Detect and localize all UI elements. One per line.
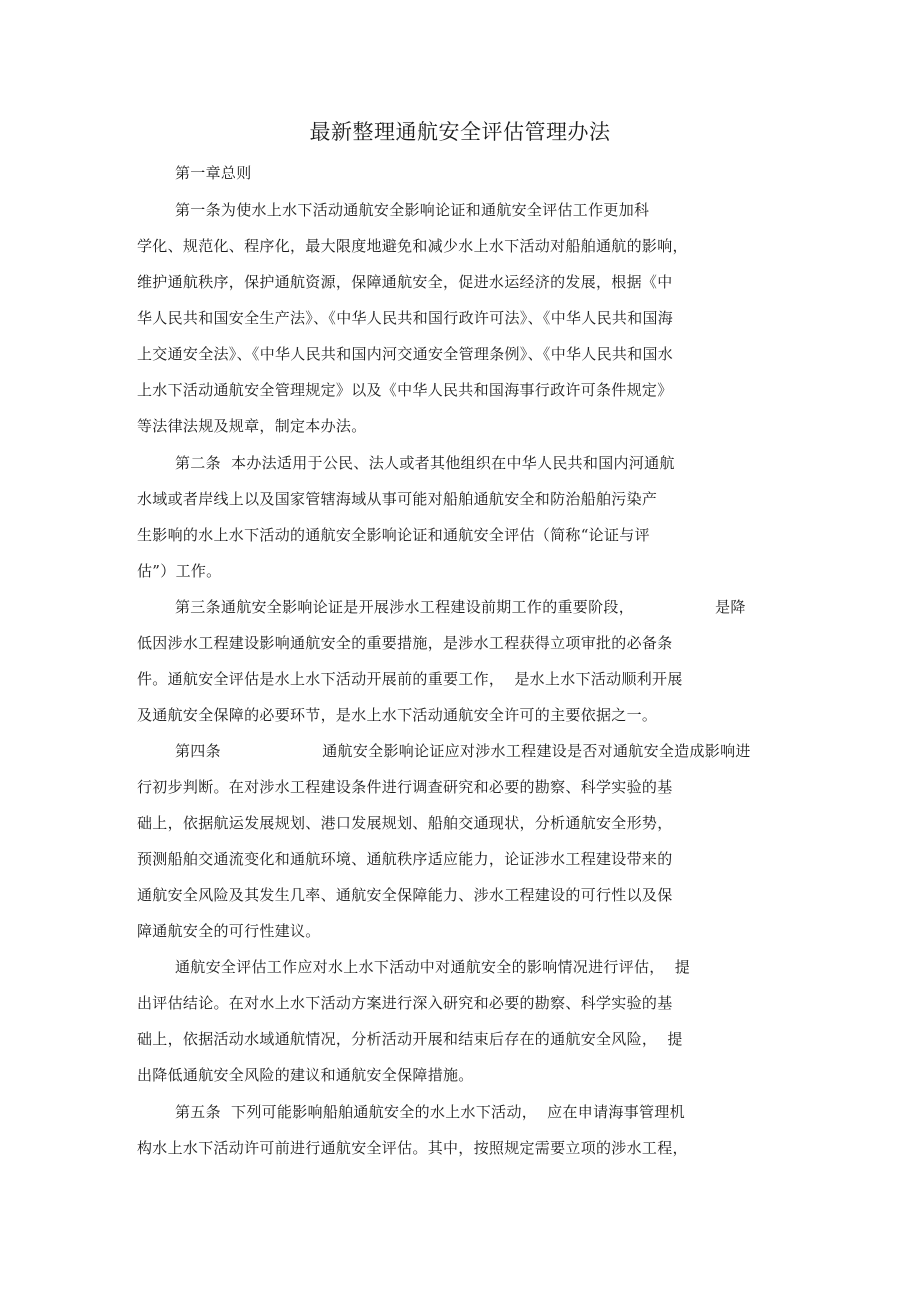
text-line: 础上，依据活动水域通航情况，分析活动开展和结束后存在的通航安全风险， 提 bbox=[137, 1030, 683, 1048]
text-line: 上水下活动通航安全管理规定》以及《中华人民共和国海事行政许可条件规定》 bbox=[137, 381, 673, 399]
text-line: 通航安全风险及其发生几率、通航安全保障能力、涉水工程建设的可行性以及保 bbox=[137, 886, 673, 904]
text-line: 华人民共和国安全生产法》、《中华人民共和国行政许可法》、《中华人民共和国海 bbox=[137, 309, 674, 327]
text-line: 维护通航秩序，保护通航资源，保障通航安全，促进水运经济的发展，根据《中 bbox=[137, 273, 673, 291]
text-line: 第一条为使水上水下活动通航安全影响论证和通航安全评估工作更加科 bbox=[175, 201, 650, 219]
text-line: 等法律法规及规章，制定本办法。 bbox=[137, 417, 367, 435]
text-line: 行初步判断。在对涉水工程建设条件进行调查研究和必要的勘察、科学实验的基 bbox=[137, 778, 673, 796]
text-line: 第二条 本办法适用于公民、法人或者其他组织在中华人民共和国内河通航 bbox=[175, 454, 675, 472]
text-line: 上交通安全法》、《中华人民共和国内河交通安全管理条例》、《中华人民共和国水 bbox=[137, 345, 674, 363]
text-line: 第五条 下列可能影响船舶通航安全的水上水下活动， 应在申请海事管理机 bbox=[175, 1103, 685, 1121]
chapter-heading: 第一章总则 bbox=[175, 164, 252, 182]
text-line: 水域或者岸线上以及国家管辖海域从事可能对船舶通航安全和防治船舶污染产 bbox=[137, 490, 658, 508]
text-line: 估”）工作。 bbox=[137, 562, 222, 580]
text-line: 预测船舶交通流变化和通航环境、通航秩序适应能力，论证涉水工程建设带来的 bbox=[137, 850, 673, 868]
text-line: 障通航安全的可行性建议。 bbox=[137, 922, 321, 940]
text-line: 通航安全评估工作应对水上水下活动中对通航安全的影响情况进行评估， 提 bbox=[175, 958, 691, 976]
text-line: 低因涉水工程建设影响通航安全的重要措施，是涉水工程获得立项审批的必备条 bbox=[137, 634, 673, 652]
text-line: 及通航安全保障的必要环节，是水上水下活动通航安全许可的主要依据之一。 bbox=[137, 706, 658, 724]
text-line: 学化、规范化、程序化，最大限度地避免和减少水上水下活动对船舶通航的影响， bbox=[137, 237, 688, 255]
text-line: 出评估结论。在对水上水下活动方案进行深入研究和必要的勘察、科学实验的基 bbox=[137, 994, 673, 1012]
text-line: 构水上水下活动许可前进行通航安全评估。其中，按照规定需要立项的涉水工程， bbox=[137, 1139, 688, 1157]
text-line: 第四条 通航安全影响论证应对涉水工程建设是否对通航安全造成影响进 bbox=[175, 742, 751, 760]
text-line: 件。通航安全评估是水上水下活动开展前的重要工作， 是水上水下活动顺利开展 bbox=[137, 670, 683, 688]
text-line: 生影响的水上水下活动的通航安全影响论证和通航安全评估（简称“论证与评 bbox=[137, 526, 650, 544]
text-line: 第三条通航安全影响论证是开展涉水工程建设前期工作的重要阶段， 是降 bbox=[175, 598, 746, 616]
document-title: 最新整理通航安全评估管理办法 bbox=[309, 120, 611, 144]
text-line: 出降低通航安全风险的建议和通航安全保障措施。 bbox=[137, 1066, 474, 1084]
text-line: 础上，依据航运发展规划、港口发展规划、船舶交通现状，分析通航安全形势， bbox=[137, 814, 673, 832]
